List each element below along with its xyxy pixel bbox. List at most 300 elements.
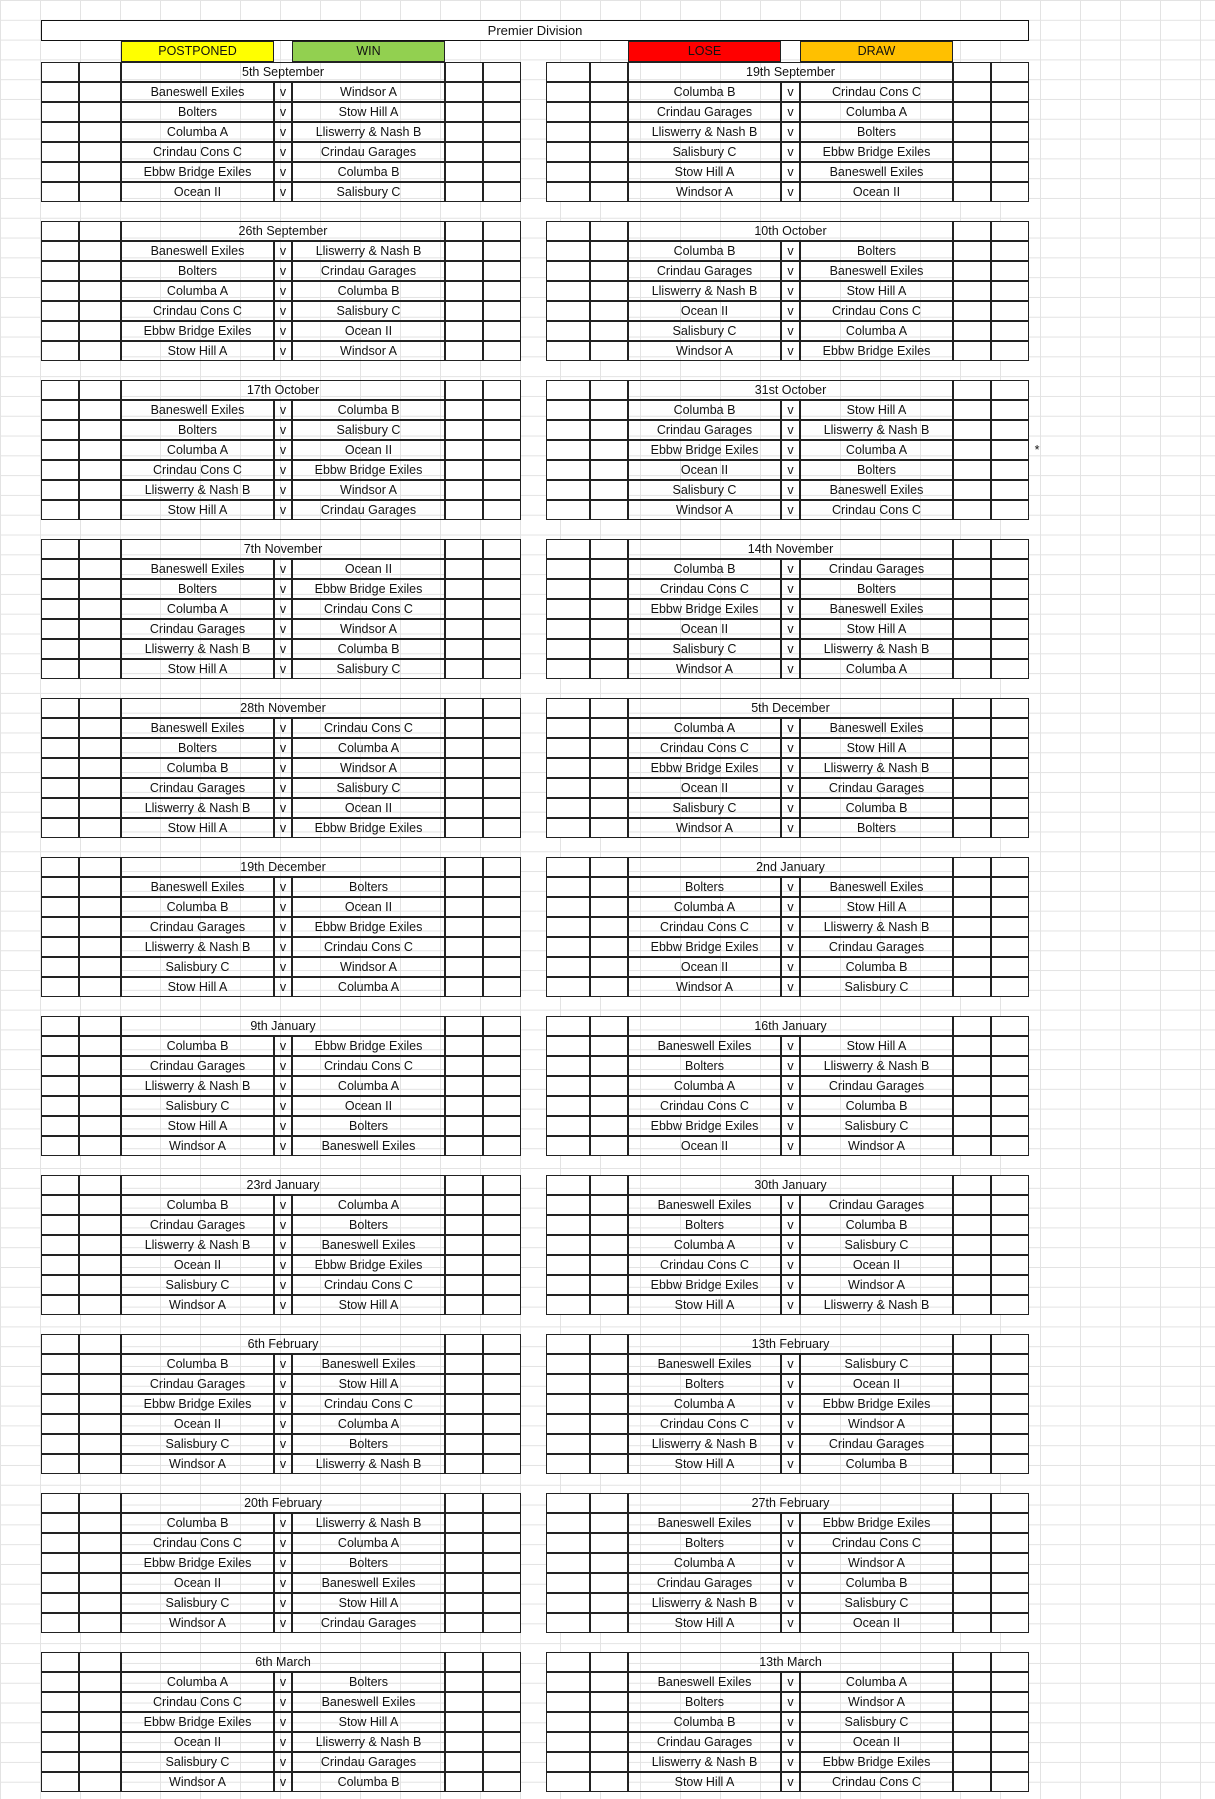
grid-cell [483,480,521,500]
versus-label: v [781,1593,800,1613]
away-team: Ebbw Bridge Exiles [292,1036,445,1056]
grid-cell [590,221,628,241]
grid-cell [590,1275,628,1295]
grid-cell [590,1136,628,1156]
grid-cell [953,1215,991,1235]
grid-cell [991,1593,1029,1613]
grid-cell [953,718,991,738]
grid-cell [79,102,121,122]
grid-cell [546,1613,590,1633]
away-team: Columba A [800,659,953,679]
home-team: Windsor A [121,1136,274,1156]
grid-cell [590,1295,628,1315]
grid-cell [79,380,121,400]
fixture-date: 10th October [628,221,953,241]
away-team: Windsor A [292,341,445,361]
grid-cell [483,440,521,460]
grid-cell [546,957,590,977]
grid-cell [445,182,483,202]
grid-cell [590,639,628,659]
grid-cell [590,1036,628,1056]
grid-cell [445,957,483,977]
home-team: Crindau Garages [121,778,274,798]
away-team: Crindau Cons C [800,1772,953,1792]
versus-label: v [781,1215,800,1235]
grid-cell [953,1493,991,1513]
grid-cell [445,599,483,619]
grid-cell [445,1732,483,1752]
versus-label: v [274,102,292,122]
versus-label: v [274,798,292,818]
grid-cell [991,698,1029,718]
grid-cell [590,1374,628,1394]
grid-cell [445,1255,483,1275]
grid-cell [546,1434,590,1454]
versus-label: v [274,977,292,997]
grid-cell [590,1513,628,1533]
away-team: Bolters [800,122,953,142]
grid-cell [79,1295,121,1315]
grid-cell [546,718,590,738]
home-team: Ocean II [121,1255,274,1275]
grid-cell [953,857,991,877]
grid-cell [79,162,121,182]
away-team: Windsor A [800,1136,953,1156]
grid-cell [590,162,628,182]
home-team: Columba A [628,1235,781,1255]
versus-label: v [274,1076,292,1096]
grid-cell [445,1772,483,1792]
grid-cell [483,1334,521,1354]
grid-cell [79,1672,121,1692]
grid-cell [445,420,483,440]
away-team: Columba A [800,1672,953,1692]
fixture-date: 31st October [628,380,953,400]
home-team: Stow Hill A [628,1613,781,1633]
grid-cell [41,977,79,997]
home-team: Salisbury C [628,798,781,818]
grid-cell [546,778,590,798]
away-team: Salisbury C [292,182,445,202]
grid-cell [483,1136,521,1156]
home-team: Ocean II [628,460,781,480]
grid-cell [590,897,628,917]
fixture-date: 27th February [628,1493,953,1513]
grid-cell [590,977,628,997]
grid-cell [590,758,628,778]
fixture-date: 19th September [628,62,953,82]
grid-cell [991,1096,1029,1116]
grid-cell [483,1593,521,1613]
grid-cell [546,619,590,639]
home-team: Salisbury C [628,142,781,162]
versus-label: v [781,1772,800,1792]
grid-cell [483,659,521,679]
grid-cell [590,1732,628,1752]
grid-cell [590,420,628,440]
grid-cell [590,62,628,82]
grid-cell [79,1096,121,1116]
grid-cell [546,1513,590,1533]
versus-label: v [274,281,292,301]
grid-cell [445,1613,483,1633]
grid-cell [953,1414,991,1434]
grid-cell [445,1414,483,1434]
grid-cell [79,1116,121,1136]
grid-cell [991,341,1029,361]
grid-cell [483,142,521,162]
grid-cell [41,460,79,480]
grid-cell [79,1414,121,1434]
grid-cell [79,977,121,997]
grid-cell [546,698,590,718]
grid-cell [483,500,521,520]
away-team: Ebbw Bridge Exiles [292,460,445,480]
versus-label: v [781,917,800,937]
grid-cell [546,1235,590,1255]
grid-cell [953,380,991,400]
versus-label: v [781,1613,800,1633]
grid-cell [590,1553,628,1573]
versus-label: v [781,559,800,579]
grid-cell [41,261,79,281]
home-team: Stow Hill A [121,500,274,520]
grid-cell [41,440,79,460]
grid-cell [79,1434,121,1454]
grid-cell [991,738,1029,758]
grid-cell [991,798,1029,818]
grid-cell [953,1016,991,1036]
grid-cell [590,579,628,599]
versus-label: v [781,738,800,758]
grid-cell [546,182,590,202]
away-team: Stow Hill A [292,1712,445,1732]
grid-cell [590,281,628,301]
grid-cell [991,241,1029,261]
versus-label: v [781,599,800,619]
away-team: Columba A [292,1414,445,1434]
grid-cell [41,62,79,82]
home-team: Baneswell Exiles [121,82,274,102]
away-team: Stow Hill A [292,1593,445,1613]
grid-cell [79,1712,121,1732]
grid-cell [79,221,121,241]
grid-cell [41,539,79,559]
versus-label: v [781,1195,800,1215]
home-team: Columba A [121,599,274,619]
note-marker: * [1034,442,1040,457]
grid-cell [546,917,590,937]
grid-cell [483,639,521,659]
grid-cell [79,917,121,937]
grid-cell [991,281,1029,301]
home-team: Baneswell Exiles [628,1354,781,1374]
grid-cell [546,539,590,559]
versus-label: v [274,1692,292,1712]
grid-cell [953,1036,991,1056]
away-team: Baneswell Exiles [800,162,953,182]
grid-cell [79,400,121,420]
grid-cell [41,818,79,838]
grid-cell [546,301,590,321]
versus-label: v [274,1036,292,1056]
grid-cell [546,1175,590,1195]
grid-cell [590,1116,628,1136]
grid-cell [41,1454,79,1474]
grid-cell [953,1553,991,1573]
home-team: Bolters [628,1533,781,1553]
versus-label: v [274,261,292,281]
grid-cell [590,659,628,679]
home-team: Baneswell Exiles [628,1513,781,1533]
grid-cell [445,1295,483,1315]
away-team: Lliswerry & Nash B [292,241,445,261]
home-team: Baneswell Exiles [628,1036,781,1056]
fixture-date: 6th March [121,1652,445,1672]
grid-cell [953,778,991,798]
grid-cell [590,1772,628,1792]
grid-cell [953,341,991,361]
grid-cell [79,1036,121,1056]
home-team: Salisbury C [121,1096,274,1116]
grid-cell [79,1454,121,1474]
grid-cell [546,1036,590,1056]
away-team: Columba B [292,639,445,659]
grid-cell [991,162,1029,182]
away-team: Stow Hill A [800,281,953,301]
grid-cell [41,619,79,639]
grid-cell [546,559,590,579]
grid-cell [445,1275,483,1295]
away-team: Ebbw Bridge Exiles [292,818,445,838]
home-team: Baneswell Exiles [121,241,274,261]
legend-postponed: POSTPONED [121,41,274,62]
grid-cell [546,1692,590,1712]
grid-cell [953,897,991,917]
away-team: Salisbury C [292,301,445,321]
grid-cell [41,1553,79,1573]
grid-cell [590,957,628,977]
versus-label: v [781,1712,800,1732]
grid-cell [590,1672,628,1692]
grid-cell [445,1175,483,1195]
away-team: Lliswerry & Nash B [292,1454,445,1474]
home-team: Columba A [121,1672,274,1692]
grid-cell [445,1434,483,1454]
fixture-date: 9th January [121,1016,445,1036]
home-team: Windsor A [628,818,781,838]
grid-cell [79,619,121,639]
grid-cell [991,1255,1029,1275]
grid-cell [41,500,79,520]
home-team: Windsor A [628,977,781,997]
grid-cell [953,1394,991,1414]
home-team: Ebbw Bridge Exiles [628,1116,781,1136]
versus-label: v [781,579,800,599]
grid-cell [991,480,1029,500]
home-team: Baneswell Exiles [628,1195,781,1215]
grid-cell [546,62,590,82]
grid-cell [546,1374,590,1394]
grid-cell [483,400,521,420]
grid-cell [41,559,79,579]
home-team: Windsor A [628,659,781,679]
away-team: Ocean II [292,559,445,579]
versus-label: v [781,261,800,281]
grid-cell [79,142,121,162]
grid-cell [590,1692,628,1712]
grid-cell [41,1354,79,1374]
grid-cell [79,460,121,480]
home-team: Ebbw Bridge Exiles [628,1275,781,1295]
grid-cell [546,1652,590,1672]
grid-cell [79,1732,121,1752]
grid-cell [590,619,628,639]
grid-cell [991,1692,1029,1712]
grid-cell [445,1195,483,1215]
grid-cell [953,1136,991,1156]
grid-cell [590,1056,628,1076]
versus-label: v [781,341,800,361]
home-team: Crindau Cons C [628,1414,781,1434]
home-team: Columba A [628,897,781,917]
grid-cell [953,1195,991,1215]
versus-label: v [274,122,292,142]
versus-label: v [274,559,292,579]
away-team: Columba A [800,321,953,341]
grid-cell [991,1513,1029,1533]
page-title: Premier Division [41,20,1029,41]
versus-label: v [274,738,292,758]
away-team: Ocean II [800,182,953,202]
grid-cell [953,321,991,341]
grid-cell [445,1215,483,1235]
grid-cell [953,420,991,440]
grid-cell [483,261,521,281]
grid-cell [590,122,628,142]
grid-cell [483,1712,521,1732]
grid-cell [483,1772,521,1792]
home-team: Crindau Garages [628,261,781,281]
grid-cell [546,1533,590,1553]
grid-cell [590,937,628,957]
grid-cell [483,1493,521,1513]
away-team: Bolters [292,1116,445,1136]
grid-cell [79,1553,121,1573]
versus-label: v [274,917,292,937]
grid-cell [991,1553,1029,1573]
grid-cell [546,1136,590,1156]
grid-cell [445,818,483,838]
grid-cell [445,221,483,241]
grid-cell [483,62,521,82]
grid-cell [445,559,483,579]
away-team: Crindau Garages [800,1195,953,1215]
grid-cell [991,1613,1029,1633]
grid-cell [41,1692,79,1712]
away-team: Lliswerry & Nash B [292,122,445,142]
grid-cell [991,957,1029,977]
grid-cell [483,957,521,977]
away-team: Columba B [800,1573,953,1593]
grid-cell [445,1454,483,1474]
away-team: Lliswerry & Nash B [800,639,953,659]
grid-cell [483,1056,521,1076]
grid-cell [41,937,79,957]
grid-cell [953,917,991,937]
grid-cell [445,579,483,599]
away-team: Lliswerry & Nash B [800,758,953,778]
home-team: Windsor A [121,1454,274,1474]
grid-cell [79,1394,121,1414]
versus-label: v [781,1076,800,1096]
grid-cell [79,758,121,778]
grid-cell [991,1235,1029,1255]
grid-cell [546,1295,590,1315]
versus-label: v [274,460,292,480]
grid-cell [445,480,483,500]
away-team: Crindau Cons C [292,1394,445,1414]
grid-cell [991,877,1029,897]
versus-label: v [274,718,292,738]
grid-cell [483,1255,521,1275]
grid-cell [546,1772,590,1792]
grid-cell [546,341,590,361]
home-team: Baneswell Exiles [121,718,274,738]
grid-cell [41,857,79,877]
away-team: Columba B [292,400,445,420]
grid-cell [445,1394,483,1414]
grid-cell [79,659,121,679]
home-team: Lliswerry & Nash B [121,1235,274,1255]
grid-cell [445,400,483,420]
home-team: Baneswell Exiles [121,877,274,897]
grid-cell [546,420,590,440]
grid-cell [953,221,991,241]
grid-cell [590,1593,628,1613]
grid-cell [546,1096,590,1116]
grid-cell [445,62,483,82]
grid-cell [590,1235,628,1255]
away-team: Crindau Garages [800,1434,953,1454]
away-team: Crindau Garages [800,937,953,957]
grid-cell [953,1354,991,1374]
grid-cell [546,321,590,341]
home-team: Windsor A [121,1613,274,1633]
grid-cell [546,241,590,261]
grid-cell [41,1493,79,1513]
away-team: Lliswerry & Nash B [800,420,953,440]
grid-cell [991,440,1029,460]
versus-label: v [274,1732,292,1752]
versus-label: v [781,1513,800,1533]
grid-cell [991,1215,1029,1235]
grid-cell [953,639,991,659]
grid-cell [953,1732,991,1752]
versus-label: v [274,341,292,361]
grid-cell [991,778,1029,798]
grid-cell [546,1394,590,1414]
versus-label: v [274,778,292,798]
grid-cell [445,1235,483,1255]
grid-cell [79,261,121,281]
grid-cell [953,182,991,202]
away-team: Bolters [292,1672,445,1692]
home-team: Lliswerry & Nash B [628,1593,781,1613]
grid-cell [41,1175,79,1195]
versus-label: v [781,1414,800,1434]
grid-cell [991,718,1029,738]
